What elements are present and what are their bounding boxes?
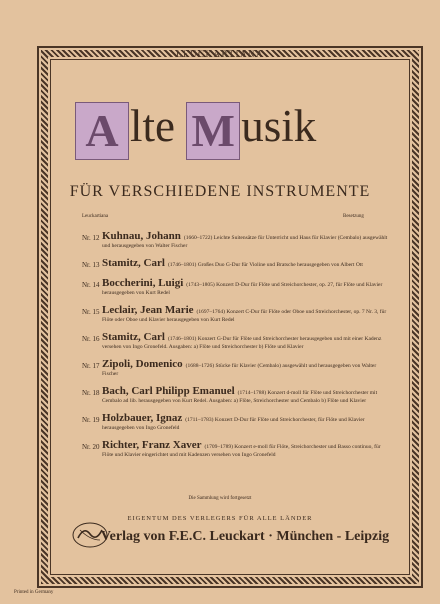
title-word-2: usik: [241, 101, 317, 151]
composer-name: Richter, Franz Xaver: [102, 439, 202, 451]
main-title: [75, 96, 375, 156]
work-description: (1709–1789) Konzert e-moll für Flöte, Streichorchester und Basso continuo, für Flöte und Klavier eingerichtet und mit Kadenzen versehen von Ingo Gronefeld: [102, 444, 381, 458]
printed-in: Printed in Germany: [14, 590, 54, 595]
composer-name: Stamitz, Carl: [102, 257, 165, 269]
composer-name: Kuhnau, Johann: [102, 230, 181, 242]
title-initial-a: A: [75, 102, 129, 160]
entry-body: [102, 331, 392, 351]
entry-body: [102, 385, 392, 405]
entry-number: Nr. 15: [82, 308, 100, 316]
title-word-1: lte: [130, 101, 175, 151]
work-description: (1746–1801) Großes Duo G-Dur für Violine und Bratsche herausgegeben von Albert Ott: [167, 262, 363, 268]
entry-number: Nr. 18: [82, 389, 100, 397]
entry-body: [102, 412, 392, 432]
entry-body: [102, 277, 392, 297]
work-description: (1746–1801) Konzert G-Dur für Flöte und Streichorchester herausgegeben und mit einer Kadenz versehen von Ingo Gronefeld. Ausgaben: a) Flöte und Streichorchester b) Flöte und Klavier: [102, 336, 382, 350]
catalog-entry: [82, 277, 392, 297]
rights-notice: EIGENTUM DES VERLEGERS FÜR ALLE LÄNDER: [127, 515, 313, 522]
entry-number: Nr. 13: [82, 261, 100, 269]
entry-body: [102, 304, 392, 324]
entry-body: [102, 257, 392, 270]
entry-number: Nr. 12: [82, 234, 100, 242]
work-description: (1711–1783) Konzert D-Dur für Flöte und Streichorchester, für Flöte und Klavier herausgegeben von Ingo Gronefeld: [102, 417, 365, 431]
entry-number: Nr. 14: [82, 281, 100, 289]
entry-number: Nr. 17: [82, 362, 100, 370]
catalog-entry: [82, 230, 392, 250]
composer-name: Holzbauer, Ignaz: [102, 412, 183, 424]
title-initial-m: M: [186, 102, 240, 160]
catalog-entry: [82, 412, 392, 432]
entry-body: [102, 358, 392, 378]
collection-note: Die Sammlung wird fortgesetzt: [188, 496, 252, 501]
column-header-left: Leuckartiana: [82, 214, 109, 219]
column-header-right: Besetzung: [343, 214, 364, 219]
composer-name: Bach, Carl Philipp Emanuel: [102, 385, 235, 397]
entry-number: Nr. 16: [82, 335, 100, 343]
composer-name: Boccherini, Luigi: [102, 277, 184, 289]
work-description: (1660–1722) Leichte Suitensätze für Unterricht und Haus für Klavier (Cembalo) ausgewählt und herausgegeben von Walter Fischer: [102, 235, 388, 249]
publisher-imprint: Verlag von F.E.C. Leuckart · München - Leipzig: [100, 529, 390, 544]
composer-name: Zipoli, Domenico: [102, 358, 183, 370]
work-description: (1743–1805) Konzert D-Dur für Flöte und Streichorchester, op. 27, für Flöte und Klavier herausgegeben von Kurt Redel: [102, 282, 383, 296]
work-description: (1688–1726) Stücke für Klavier (Cembalo) ausgewählt und herausgegeben von Walter Fischer: [102, 363, 377, 377]
entry-body: [102, 439, 392, 459]
catalog-entry: [82, 385, 392, 405]
entry-body: [102, 230, 392, 250]
catalog-entry: [82, 304, 392, 324]
subtitle: FÜR VERSCHIEDENE INSTRUMENTE: [69, 183, 371, 200]
work-description: (1697–1764) Konzert C-Dur für Flöte oder Oboe und Streichorchester, op. 7 Nr. 3, für Flöte oder Oboe und Klavier herausgegeben von Kurt Redel: [102, 309, 387, 323]
catalog-entry: [82, 439, 392, 459]
catalog-entry: [82, 257, 392, 270]
catalog-entry: [82, 358, 392, 378]
entry-number: Nr. 19: [82, 416, 100, 424]
composer-name: Leclair, Jean Marie: [102, 304, 194, 316]
catalog-entry: [82, 331, 392, 351]
entry-number: Nr. 20: [82, 443, 100, 451]
series-label: LEUCKARTIANA: [176, 49, 264, 59]
composer-name: Stamitz, Carl: [102, 331, 165, 343]
catalog-list: [82, 230, 392, 466]
work-description: (1714–1788) Konzert d-moll für Flöte und Streichorchester mit Cembalo ad lib. herausgegeben von Kurt Redel. Ausgaben: a) Flöte, Streichorchester und Cembalo b) Flöte und Klavier: [102, 390, 378, 404]
